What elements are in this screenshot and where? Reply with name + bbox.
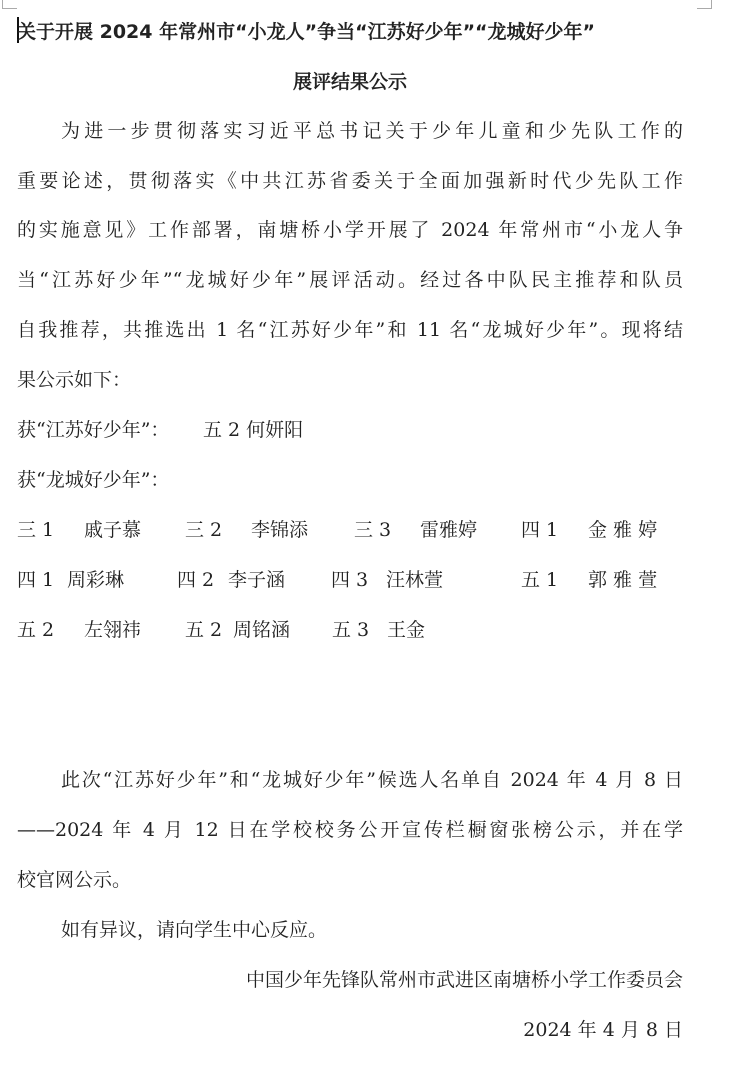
winner-name: 雷雅婷 xyxy=(420,519,478,541)
notice-paragraph-line-2: ——2024 年 4 月 12 日在学校校务公开宣传栏橱窗张榜公示，并在学 xyxy=(17,819,683,841)
issuing-organization: 中国少年先锋队常州市武进区南塘桥小学工作委员会 xyxy=(245,969,683,991)
winner-name: 周彩琳 xyxy=(67,569,125,591)
intro-paragraph-line-2: 重要论述，贯彻落实《中共江苏省委关于全面加强新时代少先队工作 xyxy=(17,170,683,192)
winner-name: 李子涵 xyxy=(228,569,286,591)
winner-name: 金 雅 婷 xyxy=(588,519,658,541)
notice-paragraph-line-3: 校官网公示。 xyxy=(17,869,132,891)
issue-date: 2024 年 4 月 8 日 xyxy=(523,1019,683,1041)
jiangsu-award-winner: 五 2 何妍阳 xyxy=(203,419,304,441)
winner-name: 周铭涵 xyxy=(233,619,291,641)
intro-paragraph-line-6: 果公示如下： xyxy=(17,369,132,391)
winner-class: 三 2 xyxy=(185,519,223,541)
longcheng-list-row-2 xyxy=(17,567,683,593)
intro-paragraph-line-3: 的实施意见》工作部署，南塘桥小学开展了 2024 年常州市“小龙人争 xyxy=(17,219,683,241)
winner-class: 三 3 xyxy=(354,519,392,541)
winner-class: 四 2 xyxy=(177,569,215,591)
winner-class: 五 2 xyxy=(17,619,55,641)
winner-class: 四 3 xyxy=(331,569,369,591)
notice-paragraph-line-1: 此次“江苏好少年”和“龙城好少年”候选人名单自 2024 年 4 月 8 日 xyxy=(61,769,683,791)
document-title-line-2: 展评结果公示 xyxy=(292,71,407,93)
winner-class: 四 1 xyxy=(17,569,55,591)
page-corner-mark-left xyxy=(2,0,17,9)
winner-class: 五 2 xyxy=(185,619,223,641)
winner-name: 汪林萱 xyxy=(386,569,444,591)
winner-name: 戚子慕 xyxy=(84,519,142,541)
winner-class: 三 1 xyxy=(17,519,55,541)
winner-name: 李锦添 xyxy=(251,519,309,541)
winner-class: 五 3 xyxy=(332,619,370,641)
winner-class: 五 1 xyxy=(521,569,559,591)
page-corner-mark-right xyxy=(697,0,712,9)
longcheng-award-label: 获“龙城好少年”： xyxy=(17,469,170,491)
jiangsu-award-line xyxy=(17,417,683,443)
winner-class: 四 1 xyxy=(521,519,559,541)
intro-paragraph-line-4: 当“江苏好少年”“龙城好少年”展评活动。经过各中队民主推荐和队员 xyxy=(17,269,683,291)
jiangsu-award-label: 获“江苏好少年”： xyxy=(17,419,170,441)
winner-name: 左翎祎 xyxy=(84,619,142,641)
winner-name: 郭 雅 萱 xyxy=(588,569,658,591)
intro-paragraph-line-1: 为进一步贯彻落实习近平总书记关于少年儿童和少先队工作的 xyxy=(61,120,683,142)
winner-name: 王金 xyxy=(387,619,426,641)
longcheng-list-row-3 xyxy=(17,617,683,643)
intro-paragraph-line-5: 自我推荐，共推选出 1 名“江苏好少年”和 11 名“龙城好少年”。现将结 xyxy=(17,319,683,341)
document-title-line-1: 关于开展 2024 年常州市“小龙人”争当“江苏好少年”“龙城好少年” xyxy=(17,21,596,43)
objection-paragraph: 如有异议，请向学生中心反应。 xyxy=(61,919,328,941)
longcheng-list-row-1 xyxy=(17,517,683,543)
